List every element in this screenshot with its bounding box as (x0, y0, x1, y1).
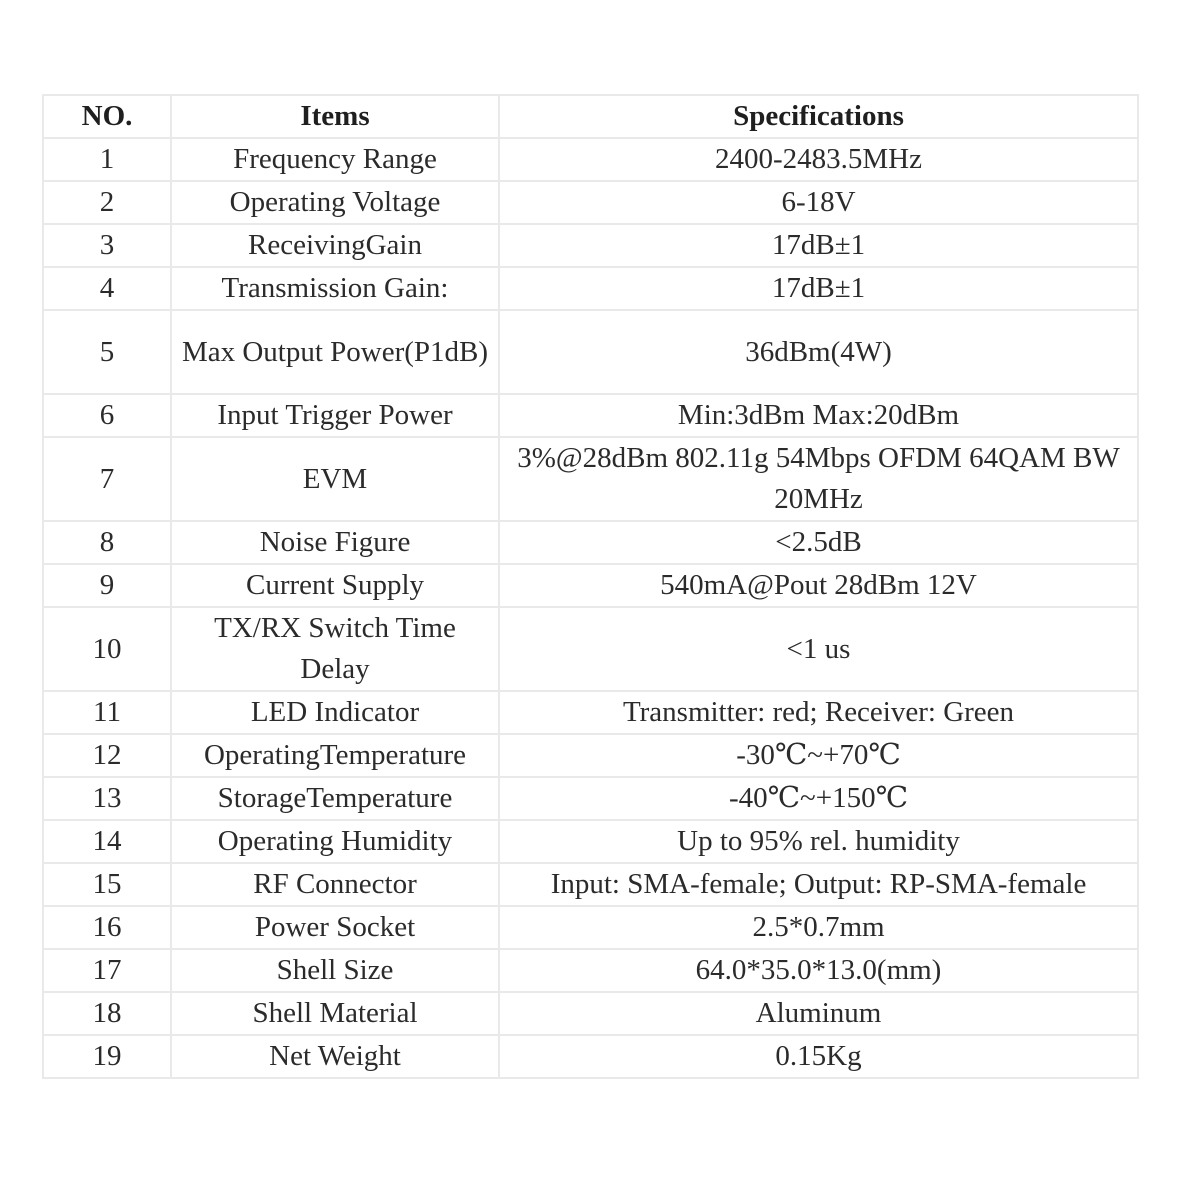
row-no: 2 (43, 181, 171, 224)
row-spec: 3%@28dBm 802.11g 54Mbps OFDM 64QAM BW 20MHz (499, 437, 1138, 521)
table-row (43, 949, 1138, 992)
row-spec: 17dB±1 (499, 267, 1138, 310)
table-row (43, 691, 1138, 734)
row-no: 13 (43, 777, 171, 820)
row-spec: -40℃~+150℃ (499, 777, 1138, 820)
row-no: 6 (43, 394, 171, 437)
row-no: 8 (43, 521, 171, 564)
row-spec: 36dBm(4W) (499, 310, 1138, 394)
row-no: 16 (43, 906, 171, 949)
row-no: 9 (43, 564, 171, 607)
table-row (43, 1035, 1138, 1078)
row-spec: Min:3dBm Max:20dBm (499, 394, 1138, 437)
row-no: 4 (43, 267, 171, 310)
row-item: ReceivingGain (171, 224, 499, 267)
specifications-table (42, 94, 1139, 1079)
row-spec: 2.5*0.7mm (499, 906, 1138, 949)
row-spec: 64.0*35.0*13.0(mm) (499, 949, 1138, 992)
row-spec: 540mA@Pout 28dBm 12V (499, 564, 1138, 607)
table-row (43, 777, 1138, 820)
row-item: TX/RX Switch Time Delay (171, 607, 499, 691)
row-item: Operating Voltage (171, 181, 499, 224)
row-item: RF Connector (171, 863, 499, 906)
header-items: Items (171, 95, 499, 138)
row-spec: <1 us (499, 607, 1138, 691)
row-no: 5 (43, 310, 171, 394)
table-row (43, 224, 1138, 267)
row-item: Noise Figure (171, 521, 499, 564)
row-item: Transmission Gain: (171, 267, 499, 310)
table-row (43, 310, 1138, 394)
row-item: Shell Material (171, 992, 499, 1035)
table-row (43, 564, 1138, 607)
table-row (43, 181, 1138, 224)
row-spec: Up to 95% rel. humidity (499, 820, 1138, 863)
row-item: Net Weight (171, 1035, 499, 1078)
row-item: Max Output Power(P1dB) (171, 310, 499, 394)
header-specifications: Specifications (499, 95, 1138, 138)
row-item: EVM (171, 437, 499, 521)
table-header-row (43, 95, 1138, 138)
table-row (43, 820, 1138, 863)
row-no: 14 (43, 820, 171, 863)
header-no: NO. (43, 95, 171, 138)
row-spec: Aluminum (499, 992, 1138, 1035)
table-row (43, 138, 1138, 181)
row-no: 11 (43, 691, 171, 734)
row-item: Frequency Range (171, 138, 499, 181)
row-item: Shell Size (171, 949, 499, 992)
row-item: Input Trigger Power (171, 394, 499, 437)
row-no: 12 (43, 734, 171, 777)
row-item: OperatingTemperature (171, 734, 499, 777)
row-no: 19 (43, 1035, 171, 1078)
row-spec: -30℃~+70℃ (499, 734, 1138, 777)
table-row (43, 521, 1138, 564)
row-no: 18 (43, 992, 171, 1035)
row-no: 10 (43, 607, 171, 691)
row-item: StorageTemperature (171, 777, 499, 820)
table-row (43, 437, 1138, 521)
row-item: Power Socket (171, 906, 499, 949)
table-row (43, 394, 1138, 437)
row-spec: 17dB±1 (499, 224, 1138, 267)
table-row (43, 734, 1138, 777)
table-row (43, 607, 1138, 691)
row-item: Operating Humidity (171, 820, 499, 863)
row-spec: 0.15Kg (499, 1035, 1138, 1078)
table-row (43, 863, 1138, 906)
table-row (43, 992, 1138, 1035)
row-spec: Input: SMA-female; Output: RP-SMA-female (499, 863, 1138, 906)
row-spec: 6-18V (499, 181, 1138, 224)
row-spec: Transmitter: red; Receiver: Green (499, 691, 1138, 734)
row-no: 7 (43, 437, 171, 521)
table-row (43, 906, 1138, 949)
table-row (43, 267, 1138, 310)
row-no: 15 (43, 863, 171, 906)
row-no: 17 (43, 949, 171, 992)
row-no: 3 (43, 224, 171, 267)
row-item: LED Indicator (171, 691, 499, 734)
row-item: Current Supply (171, 564, 499, 607)
row-spec: <2.5dB (499, 521, 1138, 564)
row-spec: 2400-2483.5MHz (499, 138, 1138, 181)
row-no: 1 (43, 138, 171, 181)
